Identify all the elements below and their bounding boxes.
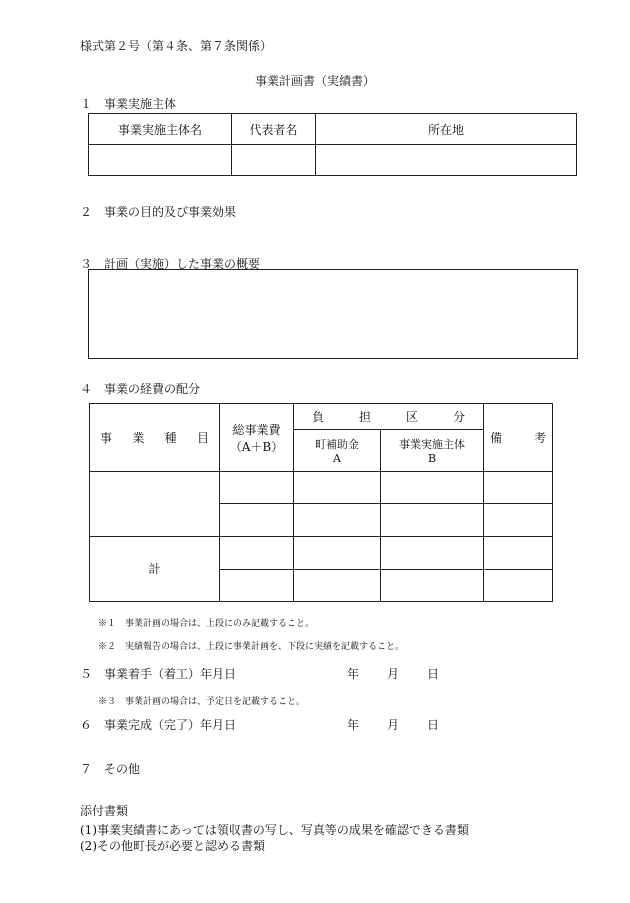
form-number: 様式第２号（第４条、第７条関係）: [80, 39, 273, 53]
note-2: ※２ 実績報告の場合は、上段に事業計画を、下段に実績を記載すること。: [98, 642, 405, 652]
end-year-label: 年: [347, 718, 360, 732]
section6-heading: ６ 事業完成（完了）年月日: [80, 718, 237, 732]
town-subsidy-cell[interactable]: [294, 536, 381, 569]
entity-share-cell[interactable]: [381, 536, 484, 569]
total-label-cell: 計: [90, 536, 220, 601]
entity-name-cell[interactable]: [89, 145, 232, 176]
entity-share-cell[interactable]: [381, 472, 484, 504]
share-header: 負 担 区 分: [294, 404, 484, 430]
remarks-header: 備 考: [484, 404, 553, 472]
section5-heading: ５ 事業着手（着工）年月日: [80, 667, 237, 681]
expense-table: [89, 403, 553, 602]
total-cost-cell[interactable]: [220, 504, 294, 536]
attachment-item-2: (2)その他町長が必要と認める書類: [80, 839, 265, 853]
end-day-label: 日: [427, 718, 440, 732]
remarks-cell[interactable]: [484, 536, 553, 569]
representative-header: 代表者名: [232, 114, 316, 145]
start-year-label: 年: [347, 667, 360, 681]
note-1: ※１ 事業計画の場合は、上段にのみ記載すること。: [98, 619, 315, 629]
remarks-cell[interactable]: [484, 569, 553, 601]
overview-box[interactable]: [88, 269, 578, 359]
town-subsidy-cell[interactable]: [294, 569, 381, 601]
remarks-cell[interactable]: [484, 472, 553, 504]
start-month-label: 月: [387, 667, 400, 681]
entity-share-cell[interactable]: [381, 504, 484, 536]
entity-share-cell[interactable]: [381, 569, 484, 601]
town-subsidy-header: 町補助金 A: [294, 430, 381, 472]
entity-name-header: 事業実施主体名: [89, 114, 232, 145]
address-cell[interactable]: [316, 145, 577, 176]
entity-share-header: 事業実施主体 B: [381, 430, 484, 472]
item-cell[interactable]: [90, 472, 220, 536]
end-month-label: 月: [387, 718, 400, 732]
section4-heading: ４ 事業の経費の配分: [80, 382, 201, 396]
section2-heading: ２ 事業の目的及び事業効果: [80, 205, 237, 219]
attachment-item-1: (1)事業実績書にあっては領収書の写し、写真等の成果を確認できる書類: [80, 823, 469, 837]
start-day-label: 日: [427, 667, 440, 681]
town-subsidy-cell[interactable]: [294, 504, 381, 536]
attachments-heading: 添付書類: [80, 804, 129, 818]
town-subsidy-cell[interactable]: [294, 472, 381, 504]
total-cost-header: 総事業費 （A＋B）: [220, 404, 294, 472]
address-header: 所在地: [316, 114, 577, 145]
document-title: 事業計画書（実績書）: [254, 74, 375, 88]
representative-cell[interactable]: [232, 145, 316, 176]
section7-heading: ７ その他: [80, 762, 141, 776]
total-cost-cell[interactable]: [220, 569, 294, 601]
total-cost-cell[interactable]: [220, 472, 294, 504]
total-cost-cell[interactable]: [220, 536, 294, 569]
note-3: ※３ 事業計画の場合は、予定日を記載すること。: [98, 697, 306, 707]
remarks-cell[interactable]: [484, 504, 553, 536]
section3-heading: ３ 計画（実施）した事業の概要: [80, 257, 261, 271]
entity-table: [88, 113, 577, 176]
item-header: 事 業 種 目: [90, 404, 220, 472]
section1-heading: １ 事業実施主体: [80, 97, 177, 111]
